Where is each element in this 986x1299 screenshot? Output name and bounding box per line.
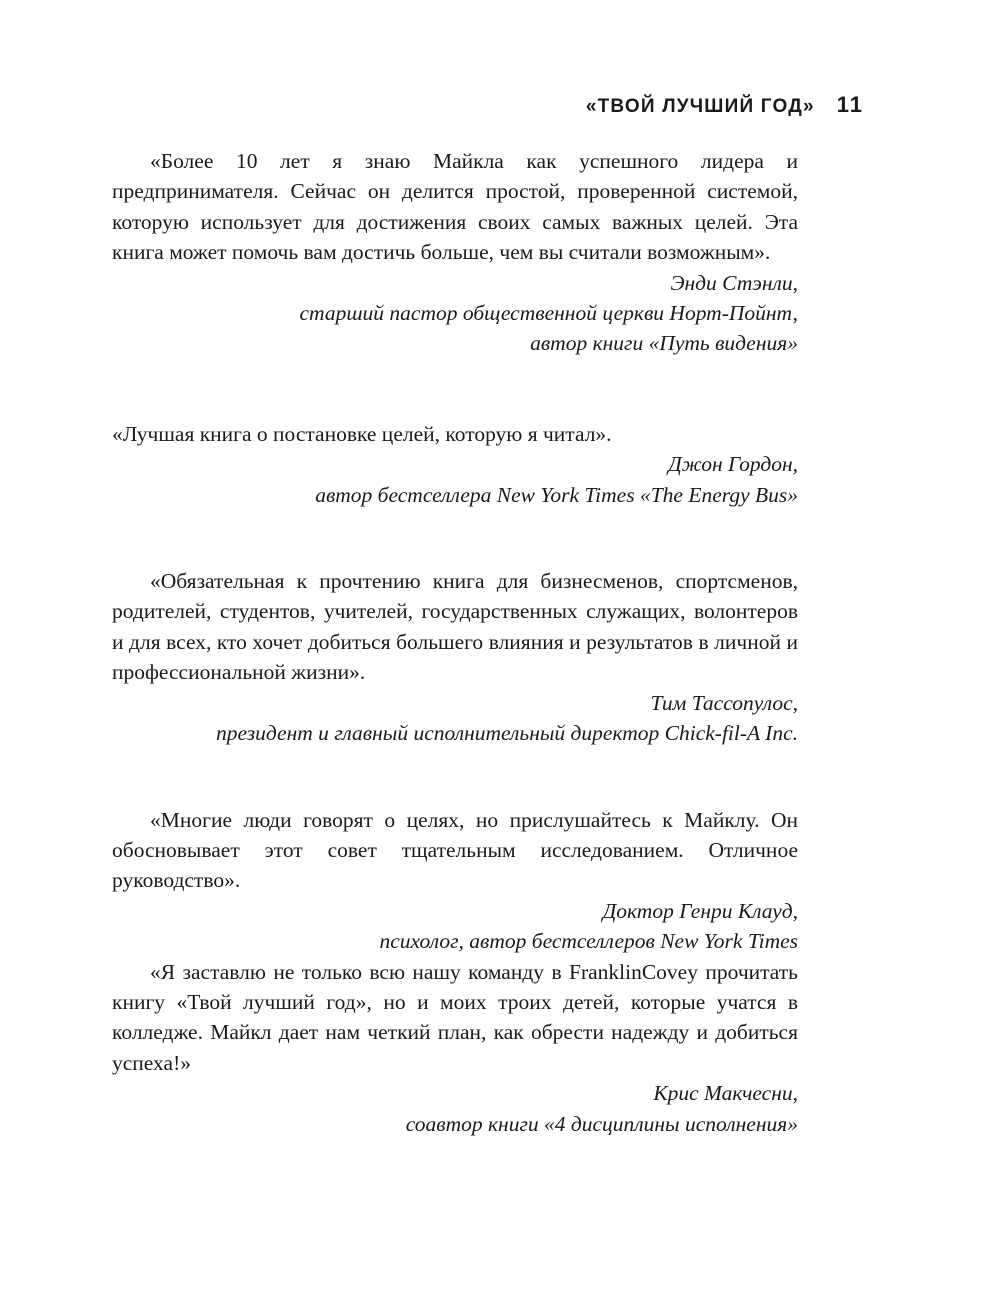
quote-text: «Многие люди говорят о целях, но прислушайтесь к Майклу. Он обосновывает этот совет тщательным исследованием. Отличное руководство». — [112, 807, 798, 893]
quote-author: Джон Гордон, — [668, 452, 798, 477]
quote-author: Энди Стэнли, — [670, 270, 798, 295]
quote-block — [112, 419, 798, 510]
running-header — [586, 92, 864, 118]
quote-text: «Более 10 лет я знаю Майкла как успешного лидера и предпринимателя. Сейчас он делится простой, проверенной системой, которую использует для достижения своих самых важных целей. Эта книга может помочь вам достичь больше, чем вы считали возможным». — [112, 149, 798, 265]
block-spacer — [112, 749, 798, 805]
quote-block — [112, 566, 798, 748]
page-content — [112, 146, 798, 1139]
quote-author: Доктор Генри Клауд, — [602, 898, 798, 923]
quote-block — [112, 805, 798, 957]
block-spacer — [112, 359, 798, 419]
quote-block — [112, 146, 798, 359]
quote-author-role: автор книги «Путь видения» — [530, 331, 798, 356]
quote-text: «Я заставлю не только всю нашу команду в FranklinCovey прочитать книгу «Твой лучший год», но и моих троих детей, которые учатся в колледже. Майкл дает нам четкий план, как обрести надежду и добиться успеха!» — [112, 959, 798, 1075]
block-spacer — [112, 510, 798, 566]
running-title: «ТВОЙ ЛУЧШИЙ ГОД» — [585, 96, 815, 117]
quote-author-role: психолог, автор бестселлеров New York Times — [379, 929, 798, 954]
quote-author-role: автор бестселлера New York Times «The Energy Bus» — [315, 482, 798, 507]
quote-author-role: старший пастор общественной церкви Норт-Пойнт, — [299, 301, 798, 326]
quote-text: «Обязательная к прочтению книга для бизнесменов, спортсменов, родителей, студентов, учителей, государственных служащих, волонтеров и для всех, кто хочет добиться большего влияния и результатов в личной и профессиональной жизни». — [112, 569, 798, 685]
quote-author: Тим Тассопулос, — [650, 690, 798, 715]
quote-author-role: президент и главный исполнительный директор Chick-fil-A Inc. — [216, 721, 798, 746]
quote-block — [112, 957, 798, 1139]
page-number: 11 — [836, 92, 864, 117]
quote-text: «Лучшая книга о постановке целей, которую я читал». — [112, 421, 612, 446]
quote-author: Крис Макчесни, — [653, 1081, 798, 1106]
quote-author-role: соавтор книги «4 дисциплины исполнения» — [405, 1111, 798, 1136]
